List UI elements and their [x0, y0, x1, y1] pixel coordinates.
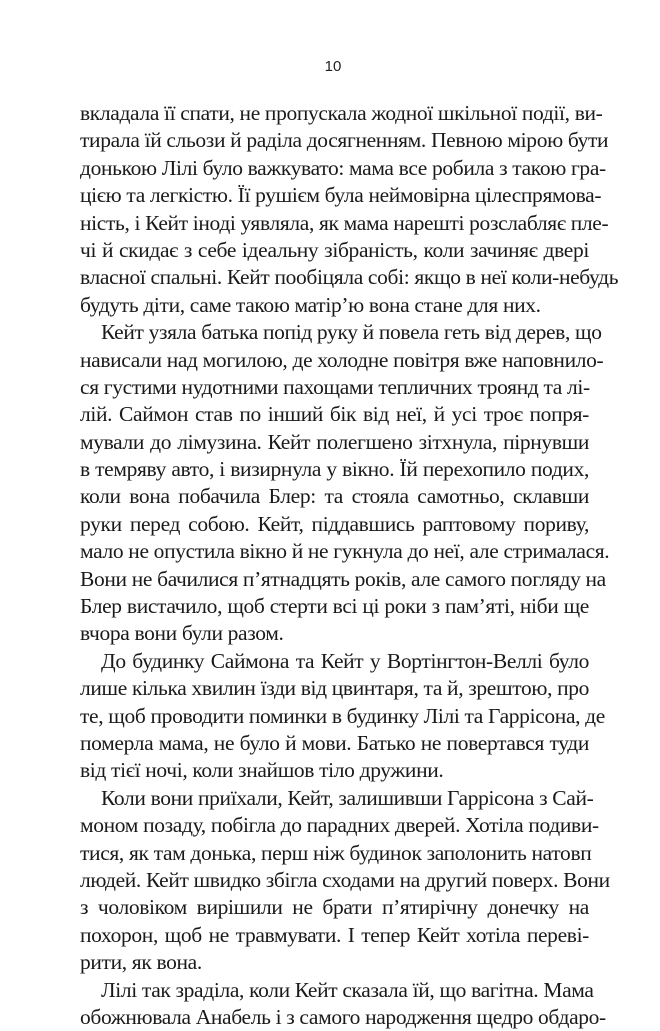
paragraph: [80, 785, 589, 977]
text-line: з чоловіком вирішили не брати п’ятирічну донечку на: [80, 894, 589, 921]
paragraph: [80, 319, 589, 648]
text-line: те, щоб проводити поминки в будинку Лілі та Гаррісона, де: [80, 703, 589, 730]
text-line: цією та легкістю. Її рушієм була неймовірна цілеспрямова-: [80, 182, 589, 209]
text-line: Коли вони приїхали, Кейт, залишивши Гаррісона з Сай-: [80, 785, 589, 812]
text-line: Лілі так зраділа, коли Кейт сказала їй, що вагітна. Мама: [80, 977, 589, 1004]
body-text: [80, 100, 589, 1031]
paragraph: [80, 100, 589, 319]
text-line: мували до лімузина. Кейт полегшено зітхнула, пірнувши: [80, 429, 589, 456]
text-line: ність, і Кейт іноді уявляла, як мама нарешті розслабляє пле-: [80, 210, 589, 237]
text-line: лій. Саймон став по інший бік від неї, й усі троє попря-: [80, 401, 589, 428]
text-line: До будинку Саймона та Кейт у Вортінгтон-Веллі було: [80, 648, 589, 675]
text-line: Вони не бачилися п’ятнадцять років, але самого погляду на: [80, 566, 589, 593]
text-line: тирала їй сльози й раділа досягненням. Певною мірою бути: [80, 127, 589, 154]
text-line: вкладала її спати, не пропускала жодної шкільної події, ви-: [80, 100, 589, 127]
text-line: моном позаду, побігла до парадних дверей. Хотіла подиви-: [80, 812, 589, 839]
text-line: мало не опустила вікно й не гукнула до неї, але стрималася.: [80, 538, 589, 565]
text-line: коли вона побачила Блер: та стояла самотньо, склавши: [80, 483, 589, 510]
text-line: будуть діти, саме такою матір’ю вона стане для них.: [80, 292, 589, 319]
text-line: обожнювала Анабель і з самого народження щедро обдаро-: [80, 1004, 589, 1031]
text-line: нависали над могилою, де холодне повітря вже наповнило-: [80, 347, 589, 374]
text-line: донькою Лілі було важкувато: мама все робила з такою гра-: [80, 155, 589, 182]
text-line: похорон, щоб не травмувати. І тепер Кейт хотіла переві-: [80, 922, 589, 949]
paragraph: [80, 648, 589, 785]
text-line: померла мама, не було й мови. Батько не повертався туди: [80, 730, 589, 757]
page-number: 10: [0, 58, 660, 75]
text-line: в темряву авто, і визирнула у вікно. Їй перехопило подих,: [80, 456, 589, 483]
text-line: лише кілька хвилин їзди від цвинтаря, та й, зрештою, про: [80, 675, 589, 702]
paragraph: [80, 977, 589, 1031]
text-line: від тієї ночі, коли знайшов тіло дружини.: [80, 757, 589, 784]
text-line: Блер вистачило, щоб стерти всі ці роки з пам’яті, ніби ще: [80, 593, 589, 620]
text-line: власної спальні. Кейт пообіцяла собі: якщо в неї коли-небудь: [80, 264, 589, 291]
text-line: рити, як вона.: [80, 949, 589, 976]
text-line: тися, як там донька, перш ніж будинок заполонить натовп: [80, 840, 589, 867]
text-line: чі й скидає з себе ідеальну зібраність, коли зачиняє двері: [80, 237, 589, 264]
text-line: Кейт узяла батька попід руку й повела геть від дерев, що: [80, 319, 589, 346]
text-line: ся густими нудотними пахощами тепличних троянд та лі-: [80, 374, 589, 401]
text-line: руки перед собою. Кейт, піддавшись раптовому пориву,: [80, 511, 589, 538]
text-line: вчора вони були разом.: [80, 620, 589, 647]
text-line: людей. Кейт швидко збігла сходами на другий поверх. Вони: [80, 867, 589, 894]
